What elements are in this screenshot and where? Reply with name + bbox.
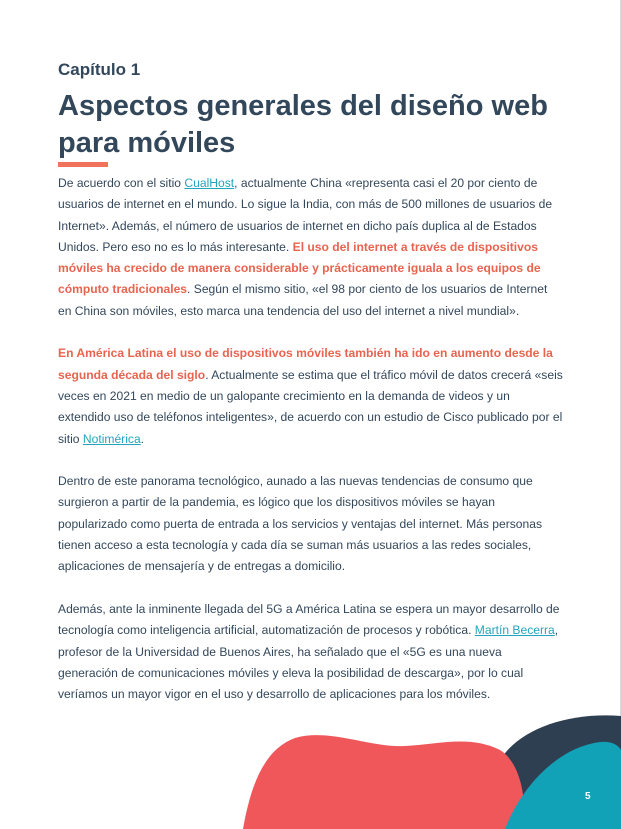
chapter-label: Capítulo 1 [58, 60, 141, 79]
paragraph-text: . [140, 431, 145, 446]
link-martin-becerra[interactable]: Martín Becerra [474, 623, 555, 638]
highlight-text: En América Latina el uso de dispositivos móviles también ha ido en aumento desde la segunda década del siglo [58, 346, 553, 382]
paragraph-text: Dentro de este panorama tecnológico, aunado a las nuevas tendencias de consumo que surgieron a partir de la pandemia, es lógico que los dispositivos móviles se hayan popularizado como puerta de entrada a los servicios y ventajas del internet. Más personas tienen acceso a esta tecnología y cada día se suman más usuarios a las redes sociales, aplicaciones de mensajería y de entregas a domicilio. [58, 474, 543, 574]
red-blob [243, 735, 524, 829]
page-number: 5 [585, 791, 591, 802]
link-notimerica[interactable]: Notimérica [82, 431, 141, 446]
page-title: Aspectos generales del diseño web para móviles [58, 90, 548, 159]
paragraph-text: Además, ante la inminente llegada del 5G a América Latina se espera un mayor desarrollo de tecnología como inteligencia artificial, automatización de procesos y robótica. [58, 601, 560, 638]
paragraph-text: , profesor de la Universidad de Buenos Aires, ha señalado que el «5G es una nueva generación de comunicaciones móviles y eleva la posibilidad de descarga», por lo cual veríamos un mayor vigor en el uso y desarrollo de aplicaciones para los móviles. [58, 623, 559, 702]
highlight-text: El uso del internet a través de dispositivos móviles ha crecido de manera considerable y prácticamente iguala a los equipos de cómputo tradicionales [58, 239, 541, 297]
link-cualhost[interactable]: CualHost [184, 176, 235, 190]
paragraph-text: De acuerdo con el sitio [58, 176, 185, 190]
paragraph-text: , actualmente China «representa casi el 20 por ciento de usuarios de internet en el mundo. Lo sigue la India, con más de 500 millones de usuarios de Internet». Además, el número de usuarios de internet en dicho país duplica al de Estados Unidos. Pero eso no es lo más interesante. [58, 176, 553, 254]
paragraph-text: . Según el mismo sitio, «el 98 por ciento de los usuarios de Internet en China son móviles, esto marca una tendencia del uso del internet a nivel mundial». [58, 282, 548, 318]
paragraph-text: . Actualmente se estima que el tráfico móvil de datos crecerá «seis veces en 2021 en medio de un galopante crecimiento en la demanda de videos y un extendido uso de teléfonos inteligentes», de acuerdo con un estudio de Cisco publicado por el sitio [58, 367, 563, 446]
